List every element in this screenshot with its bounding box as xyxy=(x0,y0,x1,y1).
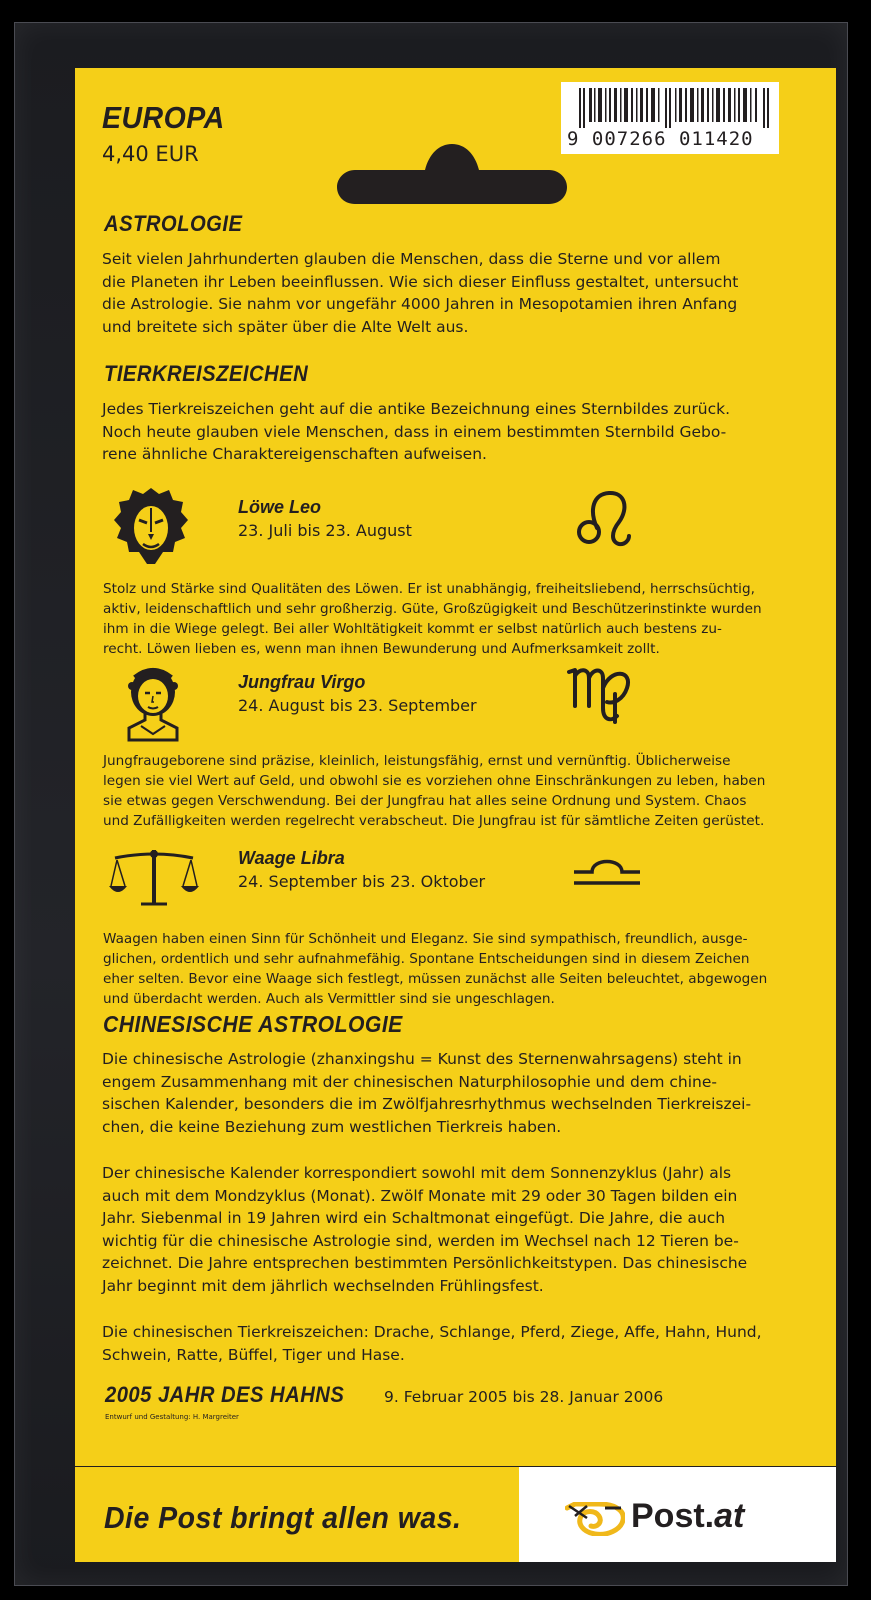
virgo-symbol-icon xyxy=(567,664,639,726)
astrologie-heading: ASTROLOGIE xyxy=(104,211,243,236)
scales-icon xyxy=(109,846,199,908)
chinesisch-text-1: Die chinesische Astrologie (zhanxingshu = Kunst des Sternenwahrsagens) steht in engem Zusammenhang mit der chinesischen Naturphilosophie und dem chine- sischen Kalender, besonders die im Zwölfjahresrhythmus wechselnden Tierkreiszei- chen, die keine Beziehung zum westlichen Tierkreis haben. xyxy=(102,1050,752,1136)
libra-symbol-icon xyxy=(572,852,642,886)
astrologie-text: Seit vielen Jahrhunderten glauben die Menschen, dass die Sterne und vor allem die Planeten ihr Leben beeinflussen. Wie sich dieser Einfluss gestaltet, untersucht die Astrologie. Sie nahm vor ungefähr 4000 Jahren in Mesopotamien ihren Anfang und breitete sich später über die Alte Welt aus. xyxy=(102,250,739,336)
chinesisch-text-3: Die chinesischen Tierkreiszeichen: Drache, Schlange, Pferd, Ziege, Affe, Hahn, Hund, Schwein, Ratte, Büffel, Tiger und Hase. xyxy=(102,1323,762,1364)
virgo-dates: 24. August bis 23. September xyxy=(238,696,477,715)
chinesisch-text-2: Der chinesische Kalender korrespondiert sowohl mit dem Sonnenzyklus (Jahr) als auch mit dem Mondzyklus (Monat). Zwölf Monate mit 29 oder 30 Tagen bilden ein Jahr. Siebenmal in 19 Jahren wird ein Schaltmonat eingefügt. Die Jahre, die auch wichtig für die chinesische Astrologie sind, werden im Wechsel nach 12 Tieren be- zeichnet. Die Jahre entsprechen bestimmten Persönlichkeitstypen. Das chinesische Jahr beginnt mit dem jährlich wechselnden Frühlingsfest. xyxy=(102,1164,748,1295)
booklet-back-cover xyxy=(75,68,836,1562)
europa-title: EUROPA xyxy=(102,100,225,135)
libra-dates: 24. September bis 23. Oktober xyxy=(238,872,486,891)
year-dates: 9. Februar 2005 bis 28. Januar 2006 xyxy=(384,1388,664,1406)
libra-name: Waage Libra xyxy=(238,848,345,868)
virgo-description: Jungfraugeborene sind präzise, kleinlich, leistungsfähig, ernst und vernünftig. Üblicherweise legen sie viel Wert auf Geld, und obwohl sie es vorziehen ohne Einschränkungen zu leben, haben sie etwas gegen Verschwendung. Bei der Jungfrau hat alles seine Ordnung und System. Chaos und Zufälligkeiten werden regelrecht verabscheut. Die Jungfrau ist für sämtliche Zeiten gerüstet. xyxy=(103,753,766,829)
post-slogan: Die Post bringt allen was. xyxy=(104,1500,462,1535)
barcode-number: 9 007266 011420 xyxy=(567,128,754,150)
post-at-logo xyxy=(631,1497,744,1536)
leo-symbol-icon xyxy=(575,488,635,550)
post-logo-main: Post. xyxy=(631,1497,715,1535)
posthorn-icon xyxy=(565,1502,625,1536)
leo-name: Löwe Leo xyxy=(238,497,322,517)
leo-dates: 23. Juli bis 23. August xyxy=(238,521,412,540)
year-title: 2005 JAHR DES HAHNS xyxy=(105,1382,345,1407)
maiden-face-icon xyxy=(121,662,185,742)
virgo-name: Jungfrau Virgo xyxy=(238,672,366,692)
post-logo-panel xyxy=(519,1467,836,1562)
price-label: 4,40 EUR xyxy=(102,142,199,166)
leo-description: Stolz und Stärke sind Qualitäten des Löwen. Er ist unabhängig, freiheitsliebend, herrschsüchtig, aktiv, leidenschaftlich und sehr großherzig. Güte, Großzügigkeit und Beschützerinstinkte wurden ihm in die Wiege gelegt. Bei aller Wohltätigkeit kommt er selbst natürlich auch bestens zu- recht. Löwen lieben es, wenn man ihnen Bewunderung und Aufmerksamkeit zollt. xyxy=(103,581,762,657)
barcode xyxy=(561,82,779,154)
barcode-lines xyxy=(579,88,771,128)
hang-hole xyxy=(337,144,567,206)
tierkreis-text: Jedes Tierkreiszeichen geht auf die antike Bezeichnung eines Sternbildes zurück. Noch heute glauben viele Menschen, dass in einem bestimmten Sternbild Gebo- rene ähnliche Charaktereigenschaften aufweisen. xyxy=(102,400,731,463)
lion-head-icon xyxy=(113,486,189,566)
libra-description: Waagen haben einen Sinn für Schönheit und Eleganz. Sie sind sympathisch, freundlich, ausge- glichen, ordentlich und sehr aufnahmefähig. Spontane Entscheidungen sind in diesem Zeichen eher selten. Bevor eine Waage sich festlegt, müssen zunächst alle Seiten beleuchtet, abgewogen und überdacht werden. Auch als Vermittler sind sie ungeschlagen. xyxy=(103,931,768,1007)
chinesisch-heading: CHINESISCHE ASTROLOGIE xyxy=(103,1011,403,1037)
post-logo-suffix: at xyxy=(714,1497,745,1535)
design-credit: Entwurf und Gestaltung: H. Margreiter xyxy=(105,1413,239,1421)
tierkreis-heading: TIERKREISZEICHEN xyxy=(104,361,309,386)
